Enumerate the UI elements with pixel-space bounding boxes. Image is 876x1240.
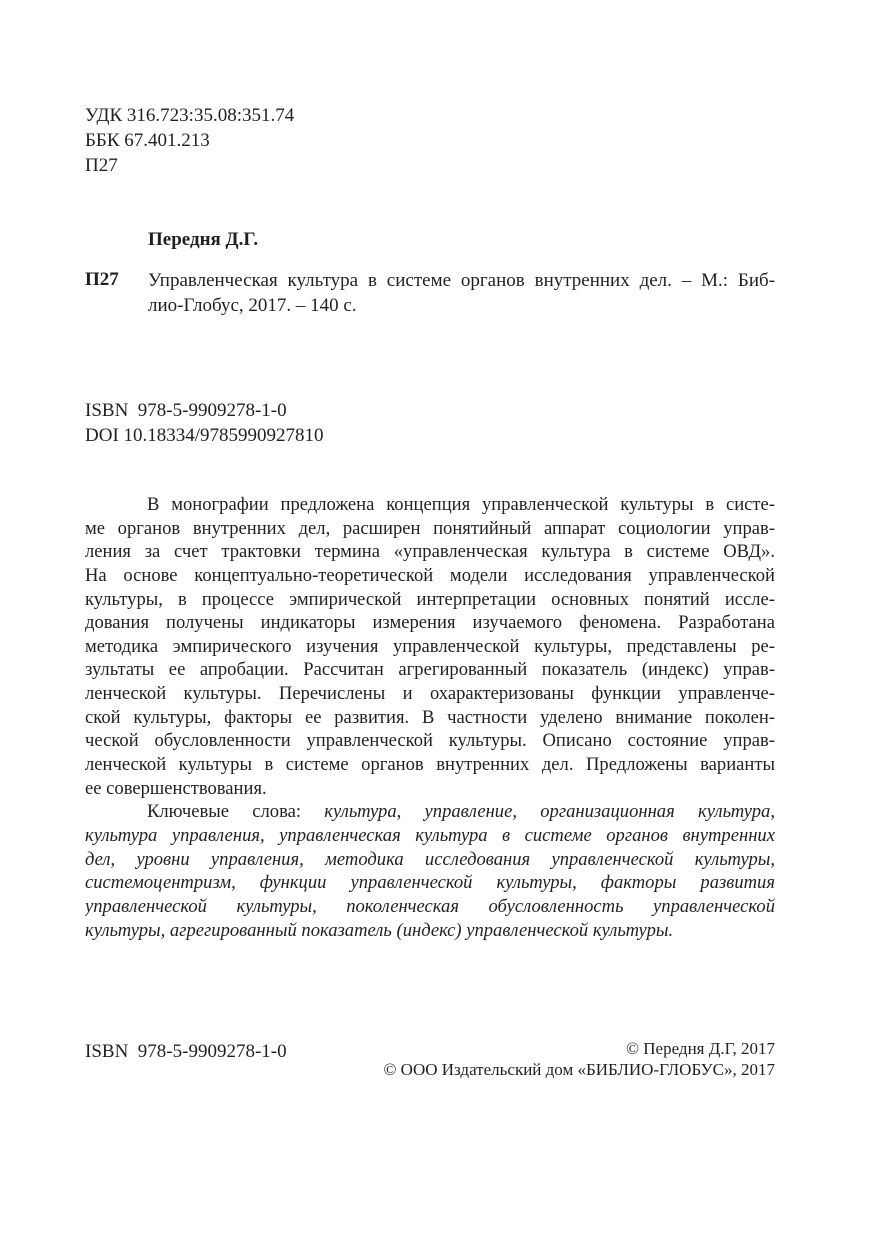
keywords-line: культура управления, управленческая культура в системе органов внутренних [85, 824, 775, 846]
doi: DOI 10.18334/9785990927810 [85, 425, 324, 446]
abstract-line: дования получены индикаторы измерения изучаемого феномена. Разработана [85, 612, 775, 634]
abstract-line: В монографии предложена концепция управленческой культуры в систе- [147, 494, 775, 515]
abstract-line: культуры, в процессе эмпирической интерпретации основных понятий иссле- [85, 588, 775, 610]
abstract-line: ленческой культуры. Перечислены и охарактеризованы функции управленче- [85, 683, 775, 705]
keywords-label: Ключевые слова: [147, 801, 302, 823]
title-line: лио-Глобус, 2017. – 140 с. [148, 295, 357, 316]
keywords-first-line [85, 800, 775, 824]
isbn: ISBN 978-5-9909278-1-0 [85, 400, 287, 421]
abstract-line: ческой обусловленности управленческой культуры. Описано состояние управ- [85, 730, 775, 752]
udk-code: УДК 316.723:35.08:351.74 [85, 105, 295, 126]
book-title [148, 268, 775, 318]
abstract-line: методика эмпирического изучения управленческой культуры, представлены ре- [85, 635, 775, 657]
abstract-line: ской культуры, факторы ее развития. В частности уделено внимание поколен- [85, 706, 775, 728]
footer-isbn: ISBN 978-5-9909278-1-0 [85, 1041, 287, 1062]
author-name: Передня Д.Г. [148, 229, 259, 250]
classification-block [85, 103, 294, 178]
copyright-block [384, 1038, 776, 1080]
abstract-line: ме органов внутренних дел, расширен понятийный аппарат социологии управ- [85, 517, 775, 539]
keywords-line: дел, уровни управления, методика исследования управленческой культуры, [85, 848, 775, 870]
abstract-line: зультаты ее апробации. Рассчитан агрегированный показатель (индекс) управ- [85, 659, 775, 681]
title-line: Управленческая культура в системе органов внутренних дел. – М.: Биб- [148, 270, 775, 291]
author-mark: П27 [85, 155, 118, 176]
keywords-line: культуры, агрегированный показатель (индекс) управленческой культуры. [85, 919, 674, 941]
keywords-line: системоцентризм, функции управленческой культуры, факторы развития [85, 872, 775, 894]
identifiers [85, 398, 324, 448]
keywords-text: культура, управление, организационная культура, [324, 801, 775, 823]
bbk-code: ББК 67.401.213 [85, 130, 210, 151]
abstract-line: На основе концептуально-теоретической модели исследования управленческой [85, 564, 775, 586]
copyright-publisher: © ООО Издательский дом «БИБЛИО-ГЛОБУС», 2017 [383, 1060, 775, 1079]
abstract-line: ления за счет трактовки термина «управленческая культура в системе ОВД». [85, 541, 775, 563]
entry-code: П27 [85, 269, 119, 290]
abstract [85, 493, 775, 942]
abstract-line: ленческой культуры в системе органов внутренних дел. Предложены варианты [85, 754, 775, 776]
abstract-line: ее совершенствования. [85, 777, 267, 799]
copyright-author: © Передня Д.Г, 2017 [626, 1039, 775, 1058]
keywords-line: управленческой культуры, поколенческая обусловленность управленческой [85, 895, 775, 917]
